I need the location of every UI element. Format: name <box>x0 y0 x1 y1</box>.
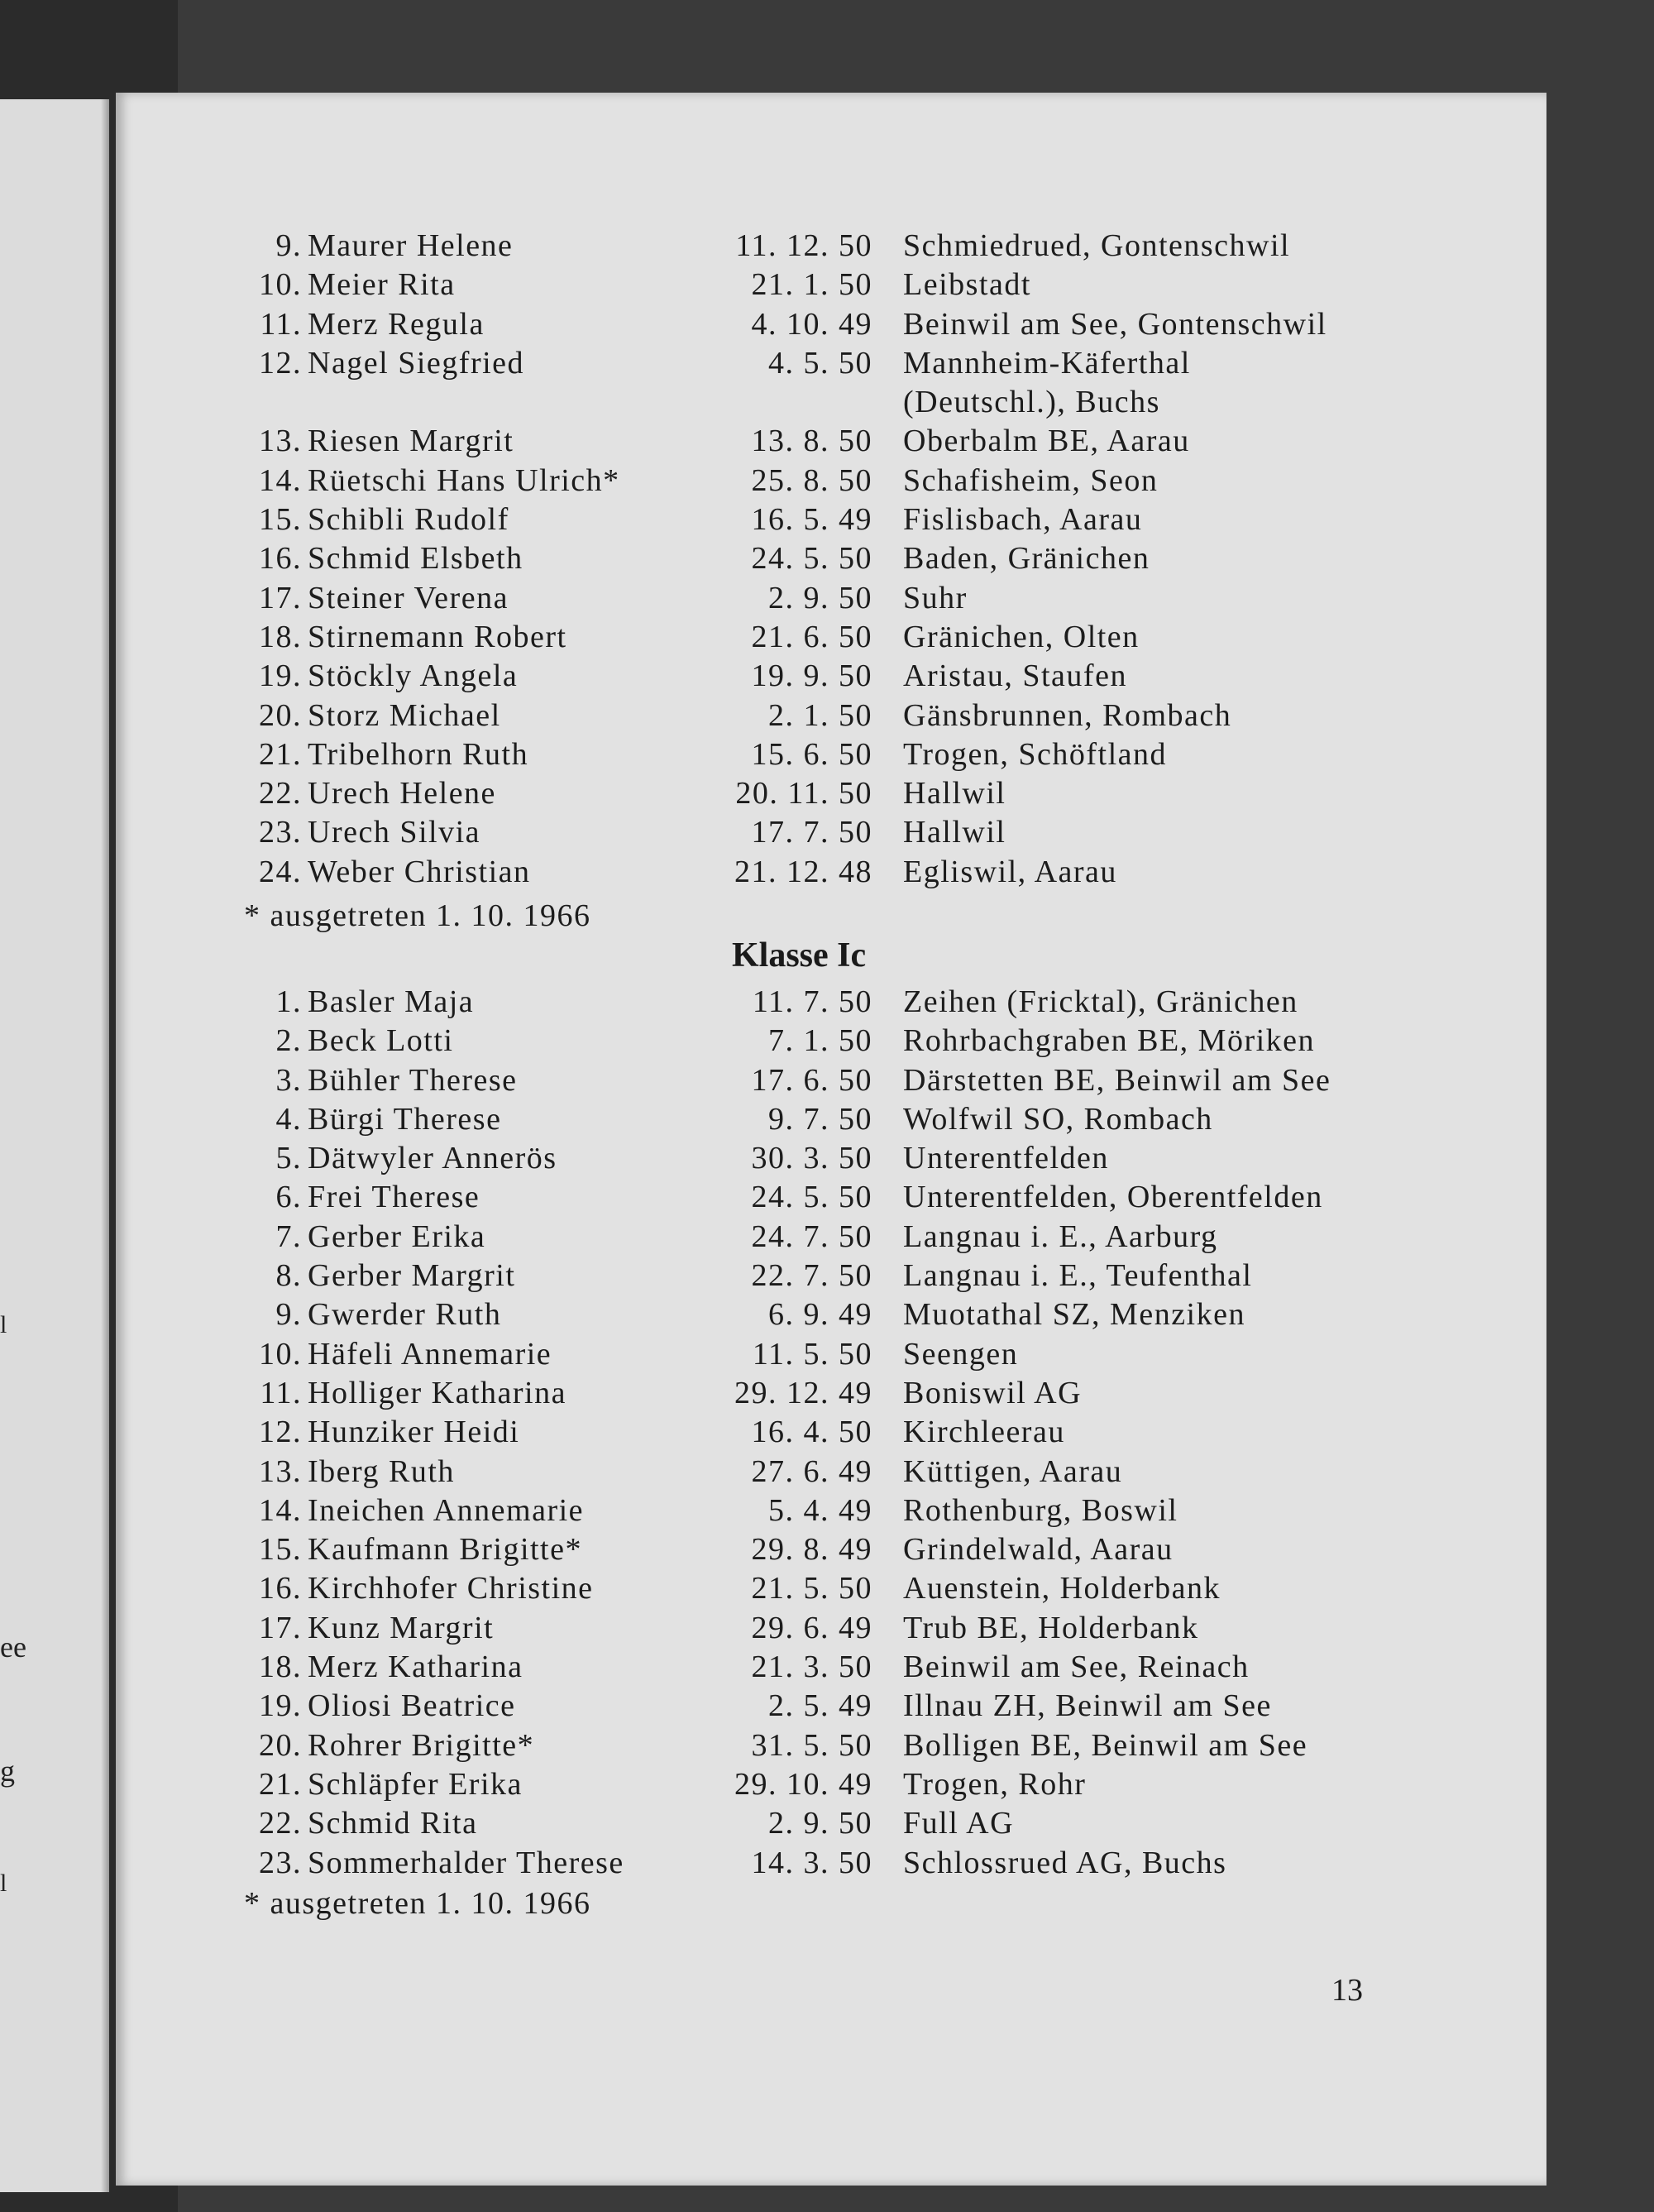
birth-date: 22. 7. 50 <box>751 1258 872 1294</box>
hometown-residence: Unterentfelden <box>903 1141 1109 1176</box>
hometown-residence: Küttigen, Aarau <box>903 1453 1123 1489</box>
student-name: Stirnemann Robert <box>308 619 567 654</box>
entry-number: 17. <box>259 1610 302 1645</box>
entry-number: 23. <box>259 1845 302 1880</box>
student-name: Tribelhorn Ruth <box>308 736 529 772</box>
table-row <box>116 1022 1546 1061</box>
table-row <box>116 1844 1546 1883</box>
student-name: Beck Lotti <box>308 1023 454 1059</box>
student-name: Merz Katharina <box>308 1649 523 1685</box>
student-name: Urech Silvia <box>308 815 481 850</box>
student-name: Storz Michael <box>308 697 501 733</box>
hometown-residence: Därstetten BE, Beinwil am See <box>903 1062 1331 1098</box>
student-name: Basler Maja <box>308 984 475 1019</box>
birth-date: 15. 6. 50 <box>751 736 872 772</box>
birth-date: 7. 1. 50 <box>768 1023 872 1059</box>
entry-number: 12. <box>259 1415 302 1450</box>
table-row <box>116 1257 1546 1295</box>
entry-number: 9. <box>275 228 302 263</box>
hometown-residence: Langnau i. E., Teufenthal <box>903 1258 1253 1294</box>
hometown-residence: Fislisbach, Aarau <box>903 502 1143 538</box>
table-row <box>116 1491 1546 1530</box>
birth-date: 21. 12. 48 <box>734 854 872 889</box>
table-row <box>116 344 1546 383</box>
entry-number: 2. <box>275 1023 302 1059</box>
birth-date: 31. 5. 50 <box>751 1727 872 1763</box>
table-row <box>116 813 1546 852</box>
birth-date: 13. 8. 50 <box>751 424 872 459</box>
footnote-withdrawn: * ausgetreten 1. 10. 1966 <box>244 898 591 933</box>
birth-date: 24. 7. 50 <box>751 1219 872 1254</box>
table-row <box>116 1569 1546 1608</box>
entry-number: 4. <box>275 1101 302 1137</box>
hometown-residence: Hallwil <box>903 815 1006 850</box>
table-row <box>116 1374 1546 1413</box>
table-row <box>116 774 1546 813</box>
entry-number: 20. <box>259 697 302 733</box>
entry-number: 18. <box>259 619 302 654</box>
hometown-residence: Beinwil am See, Reinach <box>903 1649 1250 1685</box>
table-row <box>116 1804 1546 1843</box>
birth-date: 6. 9. 49 <box>768 1297 872 1333</box>
student-name: Weber Christian <box>308 854 531 889</box>
hometown-residence: Unterentfelden, Oberentfelden <box>903 1180 1323 1215</box>
birth-date: 29. 8. 49 <box>751 1532 872 1568</box>
table-row <box>116 697 1546 735</box>
birth-date: 11. 5. 50 <box>752 1336 872 1372</box>
birth-date: 30. 3. 50 <box>751 1141 872 1176</box>
table-row <box>116 500 1546 539</box>
student-name: Riesen Margrit <box>308 424 514 459</box>
table-row <box>116 383 1546 422</box>
facing-page-fragment: g <box>0 1755 15 1788</box>
facing-page-fragment: l <box>0 1311 7 1338</box>
hometown-residence: Mannheim-Käferthal <box>903 345 1191 381</box>
table-row <box>116 1413 1546 1452</box>
student-name: Rüetschi Hans Ulrich* <box>308 462 620 498</box>
student-name: Häfeli Annemarie <box>308 1336 552 1372</box>
hometown-residence: (Deutschl.), Buchs <box>903 385 1160 420</box>
birth-date: 29. 12. 49 <box>734 1375 872 1410</box>
entry-number: 7. <box>275 1219 302 1254</box>
hometown-residence: Rohrbachgraben BE, Möriken <box>903 1023 1316 1059</box>
facing-page <box>0 99 109 2192</box>
table-row <box>116 1335 1546 1374</box>
table-row <box>116 1687 1546 1726</box>
entry-number: 15. <box>259 502 302 538</box>
hometown-residence: Full AG <box>903 1806 1015 1841</box>
birth-date: 17. 7. 50 <box>751 815 872 850</box>
entry-number: 1. <box>275 984 302 1019</box>
page-gutter <box>101 99 109 2192</box>
birth-date: 21. 3. 50 <box>751 1649 872 1685</box>
table-row <box>116 1178 1546 1217</box>
hometown-residence: Bolligen BE, Beinwil am See <box>903 1727 1308 1763</box>
birth-date: 9. 7. 50 <box>768 1101 872 1137</box>
hometown-residence: Trogen, Schöftland <box>903 736 1168 772</box>
student-name: Kirchhofer Christine <box>308 1571 594 1606</box>
hometown-residence: Schafisheim, Seon <box>903 462 1159 498</box>
hometown-residence: Egliswil, Aarau <box>903 854 1117 889</box>
birth-date: 16. 4. 50 <box>751 1415 872 1450</box>
table-row <box>116 1726 1546 1765</box>
student-name: Schläpfer Erika <box>308 1766 523 1802</box>
student-name: Rohrer Brigitte* <box>308 1727 535 1763</box>
birth-date: 17. 6. 50 <box>751 1062 872 1098</box>
hometown-residence: Beinwil am See, Gontenschwil <box>903 306 1327 342</box>
birth-date: 21. 1. 50 <box>751 267 872 303</box>
student-name: Schmid Elsbeth <box>308 541 523 577</box>
section-heading: Klasse Ic <box>732 936 867 974</box>
entry-number: 14. <box>259 462 302 498</box>
student-name: Frei Therese <box>308 1180 480 1215</box>
birth-date: 25. 8. 50 <box>751 462 872 498</box>
hometown-residence: Wolfwil SO, Rombach <box>903 1101 1213 1137</box>
student-name: Hunziker Heidi <box>308 1415 520 1450</box>
table-row <box>116 657 1546 696</box>
student-name: Iberg Ruth <box>308 1453 455 1489</box>
facing-page-fragment: ee <box>0 1630 26 1664</box>
student-name: Sommerhalder Therese <box>308 1845 624 1880</box>
table-row <box>116 1765 1546 1804</box>
page-number: 13 <box>1331 1973 1363 2008</box>
hometown-residence: Kirchleerau <box>903 1415 1065 1450</box>
hometown-residence: Muotathal SZ, Menziken <box>903 1297 1245 1333</box>
entry-number: 19. <box>259 1688 302 1724</box>
student-name: Ineichen Annemarie <box>308 1492 585 1528</box>
table-row <box>116 1609 1546 1648</box>
entry-number: 22. <box>259 1806 302 1841</box>
birth-date: 4. 10. 49 <box>751 306 872 342</box>
entry-number: 8. <box>275 1258 302 1294</box>
hometown-residence: Rothenburg, Boswil <box>903 1492 1178 1528</box>
entry-number: 6. <box>275 1180 302 1215</box>
entry-number: 13. <box>259 1453 302 1489</box>
birth-date: 2. 5. 49 <box>768 1688 872 1724</box>
student-name: Maurer Helene <box>308 228 514 263</box>
table-row <box>116 462 1546 500</box>
table-row <box>116 539 1546 578</box>
entry-number: 14. <box>259 1492 302 1528</box>
birth-date: 27. 6. 49 <box>751 1453 872 1489</box>
birth-date: 21. 5. 50 <box>751 1571 872 1606</box>
hometown-residence: Seengen <box>903 1336 1019 1372</box>
birth-date: 11. 12. 50 <box>735 228 872 263</box>
birth-date: 19. 9. 50 <box>751 658 872 694</box>
table-row <box>116 853 1546 892</box>
birth-date: 21. 6. 50 <box>751 619 872 654</box>
entry-number: 9. <box>275 1297 302 1333</box>
student-name: Bürgi Therese <box>308 1101 502 1137</box>
hometown-residence: Zeihen (Fricktal), Gränichen <box>903 984 1298 1019</box>
hometown-residence: Boniswil AG <box>903 1375 1083 1410</box>
class-list-ic <box>116 983 1546 1883</box>
student-name: Kunz Margrit <box>308 1610 495 1645</box>
student-name: Kaufmann Brigitte* <box>308 1532 582 1568</box>
hometown-residence: Auenstein, Holderbank <box>903 1571 1221 1606</box>
student-name: Meier Rita <box>308 267 456 303</box>
table-row <box>116 1100 1546 1139</box>
table-row <box>116 227 1546 266</box>
hometown-residence: Hallwil <box>903 776 1006 812</box>
birth-date: 29. 10. 49 <box>734 1766 872 1802</box>
hometown-residence: Gränichen, Olten <box>903 619 1140 654</box>
table-row <box>116 1218 1546 1257</box>
table-row <box>116 579 1546 618</box>
hometown-residence: Gänsbrunnen, Rombach <box>903 697 1232 733</box>
student-name: Dätwyler Annerös <box>308 1141 557 1176</box>
entry-number: 22. <box>259 776 302 812</box>
table-row <box>116 1648 1546 1687</box>
table-row <box>116 1530 1546 1569</box>
entry-number: 10. <box>259 1336 302 1372</box>
table-row <box>116 618 1546 657</box>
footnote-withdrawn: * ausgetreten 1. 10. 1966 <box>244 1886 591 1921</box>
hometown-residence: Trogen, Rohr <box>903 1766 1087 1802</box>
hometown-residence: Schlossrued AG, Buchs <box>903 1845 1227 1880</box>
entry-number: 23. <box>259 815 302 850</box>
birth-date: 24. 5. 50 <box>751 1180 872 1215</box>
entry-number: 21. <box>259 736 302 772</box>
entry-number: 24. <box>259 854 302 889</box>
hometown-residence: Suhr <box>903 580 968 615</box>
entry-number: 17. <box>259 580 302 615</box>
class-list-continued <box>116 227 1546 892</box>
entry-number: 15. <box>259 1532 302 1568</box>
student-name: Stöckly Angela <box>308 658 519 694</box>
student-name: Bühler Therese <box>308 1062 518 1098</box>
student-name: Urech Helene <box>308 776 496 812</box>
entry-number: 10. <box>259 267 302 303</box>
student-name: Gerber Margrit <box>308 1258 516 1294</box>
entry-number: 3. <box>275 1062 302 1098</box>
table-row <box>116 983 1546 1022</box>
student-name: Gwerder Ruth <box>308 1297 502 1333</box>
hometown-residence: Schmiedrued, Gontenschwil <box>903 228 1291 263</box>
birth-date: 20. 11. 50 <box>735 776 872 812</box>
hometown-residence: Trub BE, Holderbank <box>903 1610 1199 1645</box>
hometown-residence: Illnau ZH, Beinwil am See <box>903 1688 1272 1724</box>
birth-date: 2. 9. 50 <box>768 580 872 615</box>
document-page <box>116 93 1546 2186</box>
entry-number: 11. <box>260 306 302 342</box>
student-name: Nagel Siegfried <box>308 345 525 381</box>
birth-date: 11. 7. 50 <box>752 984 872 1019</box>
student-name: Oliosi Beatrice <box>308 1688 516 1724</box>
table-row <box>116 422 1546 461</box>
birth-date: 14. 3. 50 <box>751 1845 872 1880</box>
entry-number: 13. <box>259 424 302 459</box>
hometown-residence: Baden, Gränichen <box>903 541 1150 577</box>
student-name: Schmid Rita <box>308 1806 478 1841</box>
birth-date: 29. 6. 49 <box>751 1610 872 1645</box>
facing-page-fragment: l <box>0 1870 7 1897</box>
birth-date: 5. 4. 49 <box>768 1492 872 1528</box>
entry-number: 20. <box>259 1727 302 1763</box>
table-row <box>116 305 1546 344</box>
table-row <box>116 266 1546 304</box>
entry-number: 21. <box>259 1766 302 1802</box>
student-name: Steiner Verena <box>308 580 509 615</box>
entry-number: 16. <box>259 541 302 577</box>
hometown-residence: Grindelwald, Aarau <box>903 1532 1174 1568</box>
table-row <box>116 1453 1546 1491</box>
hometown-residence: Langnau i. E., Aarburg <box>903 1219 1218 1254</box>
entry-number: 18. <box>259 1649 302 1685</box>
table-row <box>116 1295 1546 1334</box>
table-row <box>116 1139 1546 1178</box>
entry-number: 11. <box>260 1375 302 1410</box>
student-name: Holliger Katharina <box>308 1375 566 1410</box>
entry-number: 19. <box>259 658 302 694</box>
hometown-residence: Leibstadt <box>903 267 1031 303</box>
birth-date: 16. 5. 49 <box>751 502 872 538</box>
table-row <box>116 1061 1546 1100</box>
birth-date: 2. 1. 50 <box>768 697 872 733</box>
student-name: Schibli Rudolf <box>308 502 509 538</box>
birth-date: 24. 5. 50 <box>751 541 872 577</box>
student-name: Merz Regula <box>308 306 485 342</box>
student-name: Gerber Erika <box>308 1219 486 1254</box>
hometown-residence: Oberbalm BE, Aarau <box>903 424 1190 459</box>
entry-number: 5. <box>275 1141 302 1176</box>
table-row <box>116 735 1546 774</box>
birth-date: 4. 5. 50 <box>768 345 872 381</box>
entry-number: 16. <box>259 1571 302 1606</box>
entry-number: 12. <box>259 345 302 381</box>
birth-date: 2. 9. 50 <box>768 1806 872 1841</box>
hometown-residence: Aristau, Staufen <box>903 658 1127 694</box>
